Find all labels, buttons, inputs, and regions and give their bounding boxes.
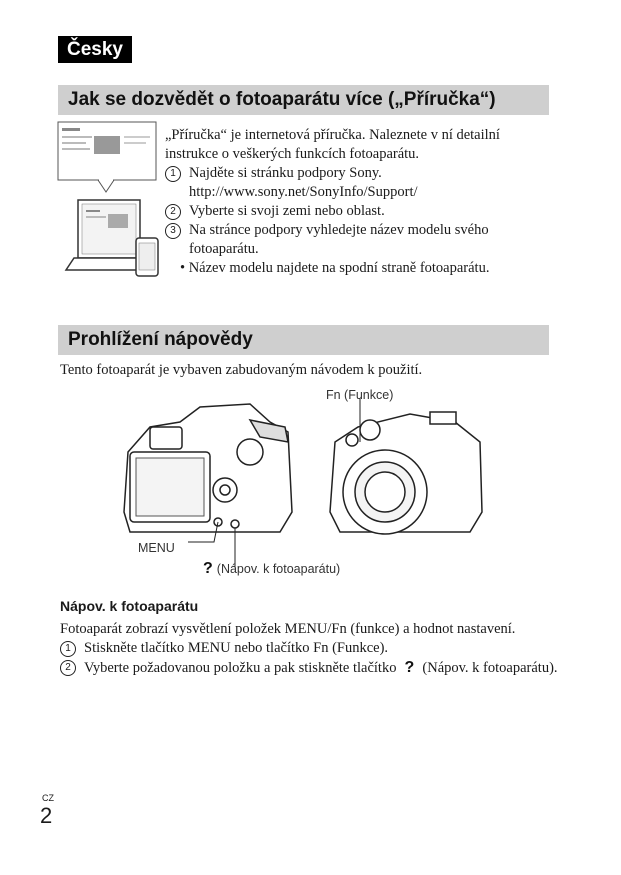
camera-front-view bbox=[330, 412, 482, 534]
help-icon: ? bbox=[203, 560, 213, 577]
step-2 bbox=[165, 202, 555, 221]
help-icon: ? bbox=[400, 659, 419, 676]
sub-heading: Nápov. k fotoaparátu bbox=[60, 598, 199, 614]
step-number: 1 bbox=[60, 641, 76, 657]
step-text: Stiskněte tlačítko MENU nebo tlačítko Fn (Funkce). bbox=[84, 640, 389, 656]
help-step-1 bbox=[60, 639, 560, 658]
support-url: http://www.sony.net/SonyInfo/Support/ bbox=[189, 184, 418, 200]
help-label-text: (Nápov. k fotoaparátu) bbox=[216, 562, 341, 576]
menu-label: MENU bbox=[138, 541, 175, 555]
bullet-note: • Název modelu najdete na spodní straně fotoaparátu. bbox=[180, 260, 490, 276]
step-1 bbox=[165, 164, 555, 202]
step-text-before: Vyberte požadovanou položku a pak stiskněte tlačítko bbox=[84, 660, 397, 676]
step-text: Na stránce podpory vyhledejte název modelu svého fotoaparátu. bbox=[189, 222, 489, 257]
page-number: 2 bbox=[40, 803, 53, 828]
step-number: 2 bbox=[165, 204, 181, 220]
fn-label: Fn (Funkce) bbox=[326, 388, 394, 402]
language-badge: Česky bbox=[58, 36, 132, 63]
language-code: CZ bbox=[42, 793, 54, 803]
help-button-label bbox=[203, 560, 340, 578]
manual-info bbox=[165, 126, 555, 278]
step-text: Vyberte si svoji zemi nebo oblast. bbox=[189, 203, 385, 219]
step-3 bbox=[165, 221, 555, 259]
laptop-phone-illustration bbox=[56, 120, 166, 290]
help-intro: Tento fotoaparát je vybaven zabudovaným návodem k použití. bbox=[60, 362, 423, 378]
help-body bbox=[60, 620, 560, 678]
help-step-2 bbox=[60, 658, 560, 678]
step-text-after: (Nápov. k fotoaparátu). bbox=[422, 660, 558, 676]
camera-back-view bbox=[124, 404, 292, 532]
manual-intro: „Příručka“ je internetová příručka. Naleznete v ní detailní instrukce o veškerých funkcích fotoaparátu. bbox=[165, 127, 500, 162]
step-text bbox=[84, 658, 560, 678]
step-number: 3 bbox=[165, 223, 181, 239]
step-number: 2 bbox=[60, 660, 76, 676]
bullet-text: Název modelu najdete na spodní straně fotoaparátu. bbox=[188, 260, 490, 276]
step-number: 1 bbox=[165, 166, 181, 182]
section-title-help: Prohlížení nápovědy bbox=[58, 325, 549, 355]
step-text: Najděte si stránku podpory Sony. bbox=[189, 165, 382, 181]
help-description: Fotoaparát zobrazí vysvětlení položek MENU/Fn (funkce) a hodnot nastavení. bbox=[60, 621, 516, 637]
section-title-manual: Jak se dozvědět o fotoaparátu více („Příručka“) bbox=[58, 85, 549, 115]
